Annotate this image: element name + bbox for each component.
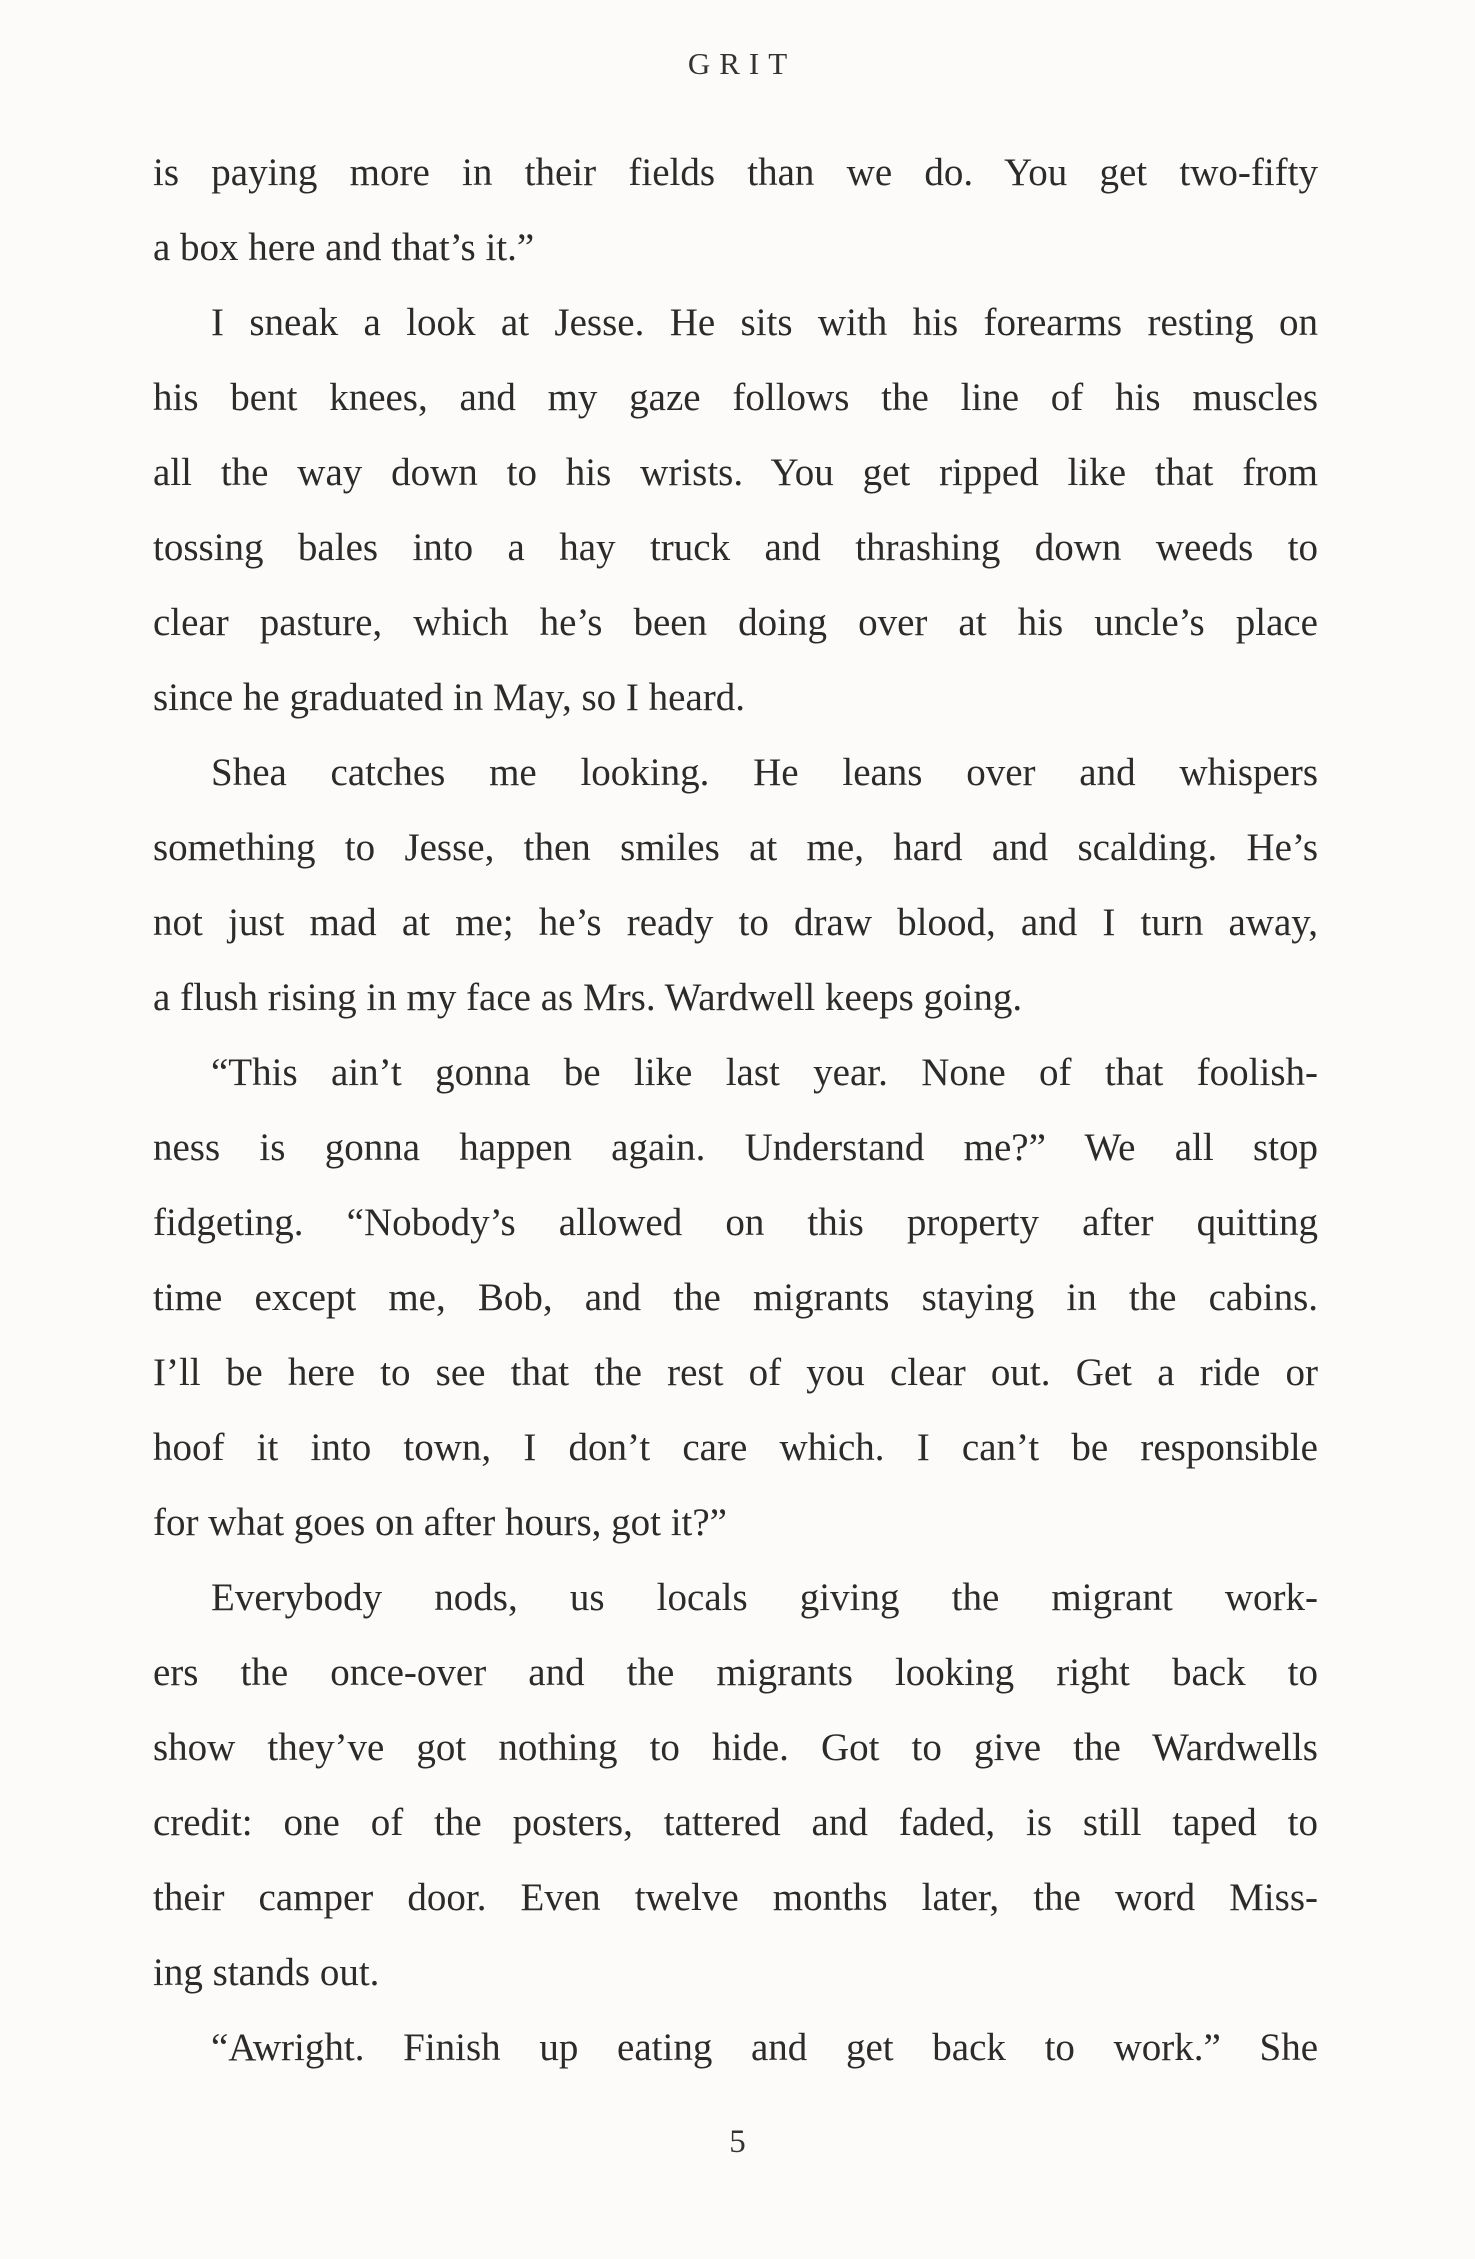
text-line: “This ain’t gonna be like last year. None of that foolish- <box>211 1051 1318 1094</box>
text-line: a flush rising in my face as Mrs. Wardwell keeps going. <box>153 976 1023 1019</box>
text-line: for what goes on after hours, got it?” <box>153 1501 727 1544</box>
page-number: 5 <box>729 2124 746 2160</box>
text-line: their camper door. Even twelve months later, the word Miss- <box>153 1876 1318 1919</box>
text-line: I sneak a look at Jesse. He sits with his forearms resting on <box>211 301 1318 344</box>
text-line: is paying more in their fields than we do. You get two-fifty <box>153 151 1318 194</box>
text-line: hoof it into town, I don’t care which. I can’t be responsible <box>153 1426 1318 1469</box>
text-line: tossing bales into a hay truck and thrashing down weeds to <box>153 526 1318 569</box>
text-line: not just mad at me; he’s ready to draw blood, and I turn away, <box>153 901 1318 944</box>
text-line: something to Jesse, then smiles at me, hard and scalding. He’s <box>153 826 1318 869</box>
text-line: show they’ve got nothing to hide. Got to give the Wardwells <box>153 1726 1318 1769</box>
text-line: I’ll be here to see that the rest of you clear out. Get a ride or <box>153 1351 1318 1394</box>
text-line: clear pasture, which he’s been doing over at his uncle’s place <box>153 601 1318 644</box>
text-line: ing stands out. <box>153 1951 380 1994</box>
text-line: fidgeting. “Nobody’s allowed on this property after quitting <box>153 1201 1318 1244</box>
text-line: since he graduated in May, so I heard. <box>153 676 746 719</box>
text-line: ers the once-over and the migrants looking right back to <box>153 1651 1318 1694</box>
text-line: all the way down to his wrists. You get ripped like that from <box>153 451 1318 494</box>
body-text <box>153 143 1318 2093</box>
text-line: his bent knees, and my gaze follows the line of his muscles <box>153 376 1318 419</box>
text-line: “Awright. Finish up eating and get back to work.” She <box>211 2026 1318 2069</box>
text-line: Everybody nods, us locals giving the migrant work- <box>211 1576 1318 1619</box>
text-line: ness is gonna happen again. Understand me?” We all stop <box>153 1126 1318 1169</box>
text-line: credit: one of the posters, tattered and faded, is still taped to <box>153 1801 1318 1844</box>
text-line: Shea catches me looking. He leans over and whispers <box>211 751 1318 794</box>
text-line: time except me, Bob, and the migrants staying in the cabins. <box>153 1276 1318 1319</box>
text-line: a box here and that’s it.” <box>153 226 535 269</box>
running-head: GRIT <box>687 46 797 81</box>
